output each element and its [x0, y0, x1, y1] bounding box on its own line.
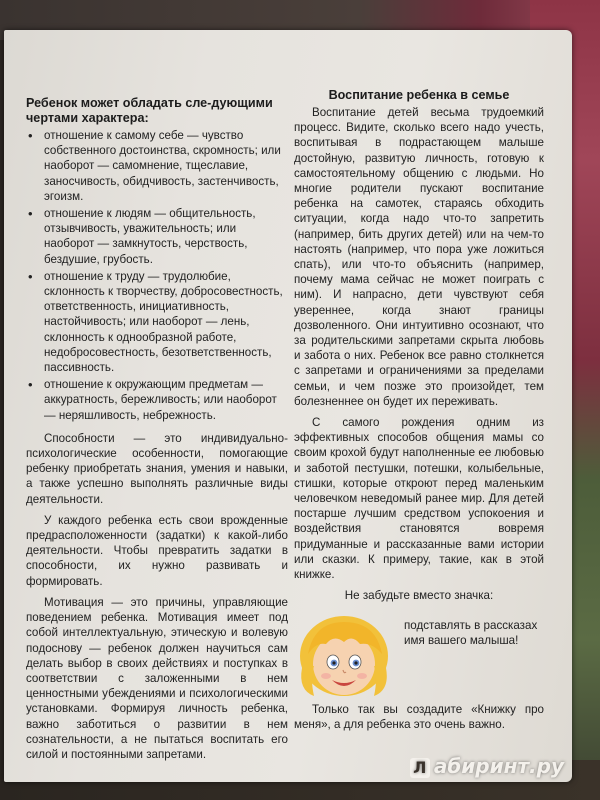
labirint-watermark: [410, 754, 564, 778]
trait-item: • отношение к людям — общительность, отзывчивость, уважительность; или наоборот — замкнутость, черствость, бездушие, грубость.: [26, 206, 288, 267]
trait-item: • отношение к окружающим предметам — аккуратность, бережливость; или наоборот — неряшливость, небрежность.: [26, 377, 288, 423]
reminder-text: Не забудьте вместо значка:: [344, 589, 494, 603]
closing-paragraph: Только так вы создадите «Книжку про меня», а для ребенка это очень важно.: [294, 702, 544, 731]
trait-item: • отношение к труду — трудолюбие, склонность к творчеству, добросовестность, ответственность, инициативность, настойчивость; или наоборот — лень, склонность к однообразной работе, недобросовестность, безответственность, пассивность.: [26, 269, 288, 375]
traits-heading: Ребенок может обладать сле-дующими чертами характера:: [26, 96, 273, 125]
left-column: [26, 96, 288, 768]
birth-paragraph: С самого рождения одним из эффективных способов общения мамы со своим крохой будут наполненные ее любовью и заботой пестушки, потешки, колыбельные, стишки, которые откроют перед маленьким человечком неведомый ранее мир. Для детей постарше лучшим средством успокоения и воздействия становятся вовремя придуманные и рассказанные вами истории или сказки. К примеру, такие, как в этой книжке.: [294, 416, 544, 582]
trait-item: • отношение к самому себе — чувство собственного достоинства, скромность; или наоборот — самомнение, тщеславие, заносчивость, обидчивость, застенчивость, эгоизм.: [26, 128, 288, 204]
booklet-page: [4, 30, 572, 782]
family-heading: Воспитание ребенка в семье: [328, 88, 510, 102]
right-column: [294, 88, 544, 738]
family-paragraph: Воспитание детей весьма трудоемкий процесс. Видите, сколько всего надо учесть, воспитывая в подрастающем малыше достойную, развитую личность, готовую к самостоятельному общению с людьми. Но многие родители пускают воспитание ребенка на самотек, стараясь обходить ситуации, когда надо что-то запретить (например, бить других детей) или на чем-то настоять (например, что пора уже ложиться спать), или что-то объяснить (например, почему мама сейчас не может поиграть с ним). И напрасно, дети чувствуют себя увереннее, когда знают границы дозволенного. Они интуитивно осознают, что за родительскими запретами скрыта любовь и забота о них. Ребенок все равно столкнется с запретами и ограничениями за пределами семьи, и чем позже это произойдет, тем болезненнее он будет их переживать.: [294, 106, 544, 408]
watermark-text: абиринт.ру: [433, 754, 564, 778]
labirint-logo-icon: Л: [410, 758, 430, 778]
abilities-paragraph: Способности — это индивидуально-психологические особенности, помогающие ребенку приобретать знания, умения и навыки, а также успешно выполнять различные виды деятельности.: [26, 431, 288, 506]
hint-text: подставлять в рассказах имя вашего малыша!: [404, 618, 538, 647]
hint-row: [294, 610, 544, 702]
child-face-icon: [294, 612, 394, 700]
traits-list: [26, 128, 288, 423]
motivation-paragraph: Мотивация — это причины, управляющие поведением ребенка. Мотивация имеет под собой интеллектуальную, этическую и волевую подоснову — ребенок должен научиться сам делать выбор в своих действиях и поступках в соответствии с заложенными в нем ценностными убеждениями и психологическими установками. Формируя личность ребенка, важно заботиться о развитии в нем сознательности, а не пытаться воспитать его силой и постоянными запретами.: [26, 595, 288, 761]
inclinations-paragraph: У каждого ребенка есть свои врожденные предрасположенности (задатки) к какой-либо деятельности. Чтобы превратить задатки в способности, их нужно развивать и формировать.: [26, 513, 288, 588]
